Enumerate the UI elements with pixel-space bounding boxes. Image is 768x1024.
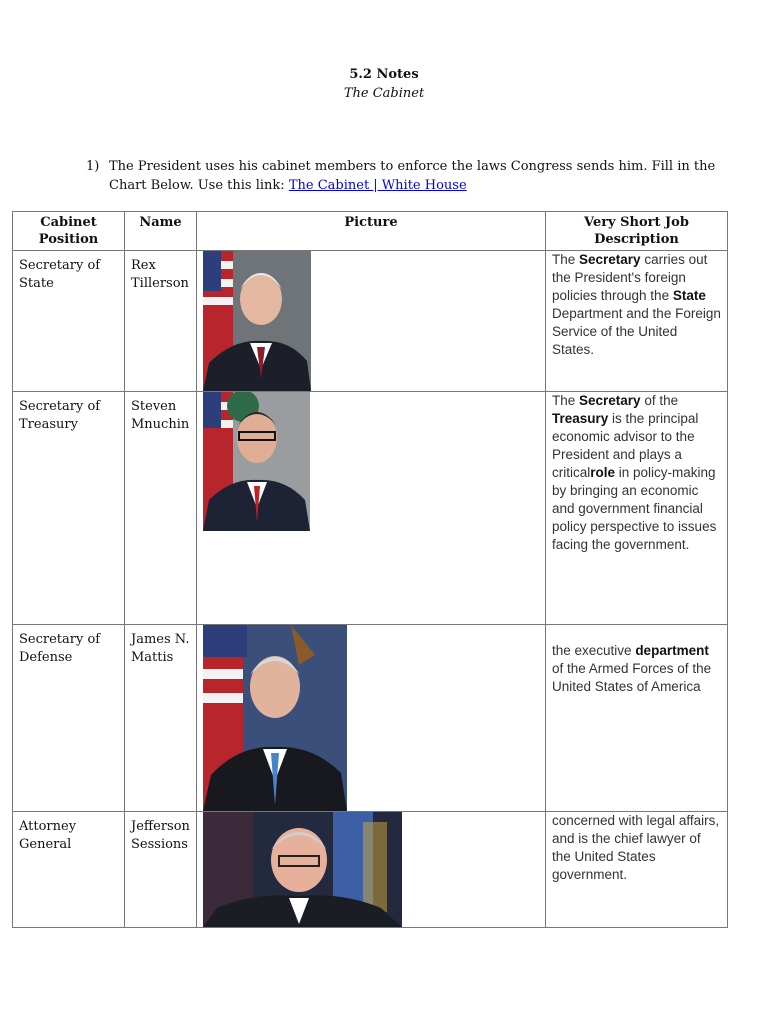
- instruction-number: 1): [86, 159, 100, 174]
- cell-description: [546, 625, 728, 812]
- portrait-photo-icon: [203, 625, 545, 811]
- cell-picture: [197, 625, 546, 812]
- cell-name: Jefferson Sessions: [125, 812, 197, 928]
- table-row: [13, 812, 728, 928]
- header-name: Name: [125, 212, 197, 251]
- cabinet-link[interactable]: The Cabinet | White House: [288, 178, 467, 193]
- description-bold-text: Treasury: [552, 411, 609, 426]
- cell-position: Secretary of Treasury: [13, 392, 125, 625]
- cell-position: Attorney General: [13, 812, 125, 928]
- cell-position: Secretary of State: [13, 251, 125, 392]
- cell-description: [546, 812, 728, 928]
- description-text: The: [552, 252, 580, 267]
- description-bold-text: department: [635, 643, 709, 658]
- description-text: Department and the Foreign Service of the United States.: [552, 306, 721, 357]
- description-bold-text: role: [590, 465, 616, 480]
- cell-name: James N. Mattis: [125, 625, 197, 812]
- description-text: concerned with legal affairs, and is the chief lawyer of the United States government.: [552, 813, 720, 882]
- page-title: 5.2 Notes: [349, 67, 419, 82]
- table-row: [13, 625, 728, 812]
- description-text: the executive: [552, 643, 636, 658]
- table-header-row: [13, 212, 728, 251]
- cell-picture: [197, 392, 546, 625]
- table-row: [13, 251, 728, 392]
- description-text: The: [552, 393, 580, 408]
- portrait-photo-icon: [203, 812, 545, 927]
- description-text: in policy-making by bringing an economic and government financial policy perspective to issues facing the government.: [552, 465, 717, 552]
- cell-picture: [197, 812, 546, 928]
- description-text: of the: [640, 393, 679, 408]
- header-description: Very Short Job Description: [546, 212, 728, 251]
- description-bold-text: Secretary: [579, 252, 641, 267]
- cell-name: Steven Mnuchin: [125, 392, 197, 625]
- header-position: Cabinet Position: [13, 212, 125, 251]
- cabinet-table: [12, 211, 728, 928]
- header-picture: Picture: [197, 212, 546, 251]
- cell-position: Secretary of Defense: [13, 625, 125, 812]
- description-text: carries out the President's foreign policies through the: [552, 252, 708, 303]
- portrait-photo-icon: [203, 392, 545, 531]
- cell-name: Rex Tillerson: [125, 251, 197, 392]
- portrait-photo-icon: [203, 251, 545, 391]
- description-bold-text: State: [672, 288, 706, 303]
- cell-description: [546, 251, 728, 392]
- description-text: of the Armed Forces of the United States of America: [552, 661, 712, 694]
- description-bold-text: Secretary: [579, 393, 641, 408]
- cell-picture: [197, 251, 546, 392]
- table-row: [13, 392, 728, 625]
- cell-description: [546, 392, 728, 625]
- instruction-line-2: Chart Below. Use this link:: [109, 178, 285, 193]
- description-text: is the principal economic advisor to the President and plays a critical: [552, 411, 699, 480]
- instruction-line-1: The President uses his cabinet members to enforce the laws Congress sends him. Fill in the: [109, 159, 716, 174]
- instructions: [86, 157, 726, 195]
- page-subtitle: The Cabinet: [343, 86, 425, 101]
